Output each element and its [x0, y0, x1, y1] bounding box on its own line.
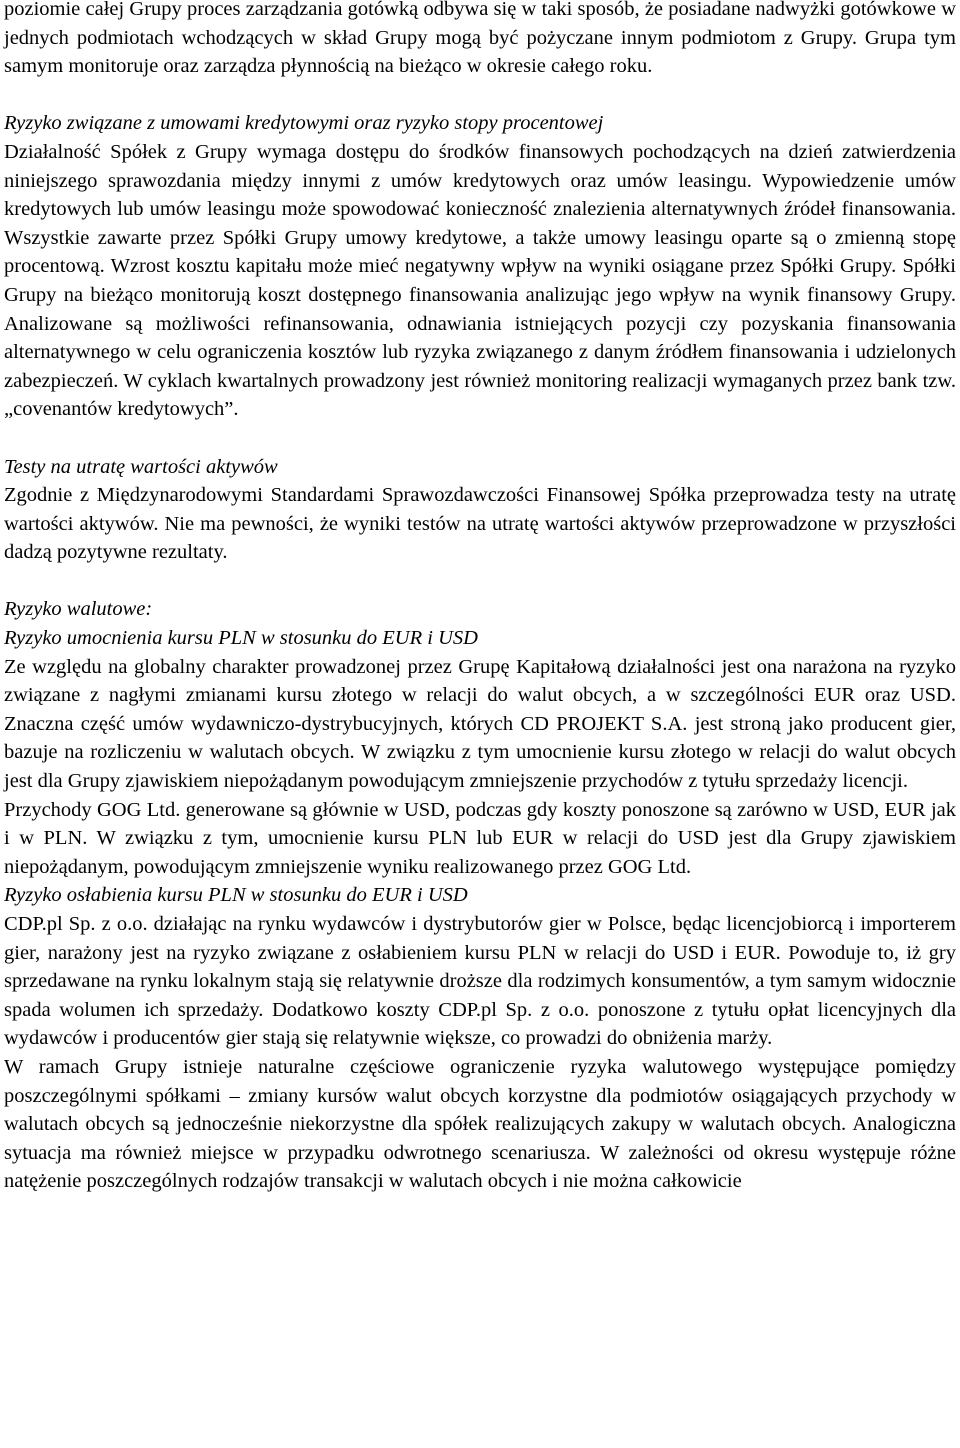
paragraph-spacer [4, 81, 956, 110]
heading-credit-risk: Ryzyko związane z umowami kredytowymi oraz ryzyko stopy procentowej [4, 112, 604, 135]
paragraph-pln-appreciation-1: Ze względu na globalny charakter prowadzonej przez Grupę Kapitałową działalności jest ona narażona na ryzyko związane z nagłymi zmianami kursu złotego w relacji do walut obcych, a w szczególności EUR oraz USD. Znaczna część umów wydawniczo-dystrybucyjnych, których CD PROJEKT S.A. jest stroną jako producent gier, bazuje na rozliczeniu w walutach obcych. W związku z tym umocnienie kursu złotego w relacji do walut obcych jest dla Grupy zjawiskiem niepożądanym powodującym zmniejszenie przychodów z tytułu sprzedaży licencji. [4, 655, 956, 793]
heading-currency-risk: Ryzyko walutowe: [4, 598, 153, 621]
paragraph-spacer [4, 567, 956, 596]
paragraph-pln-depreciation-2: W ramach Grupy istnieje naturalne częściowe ograniczenie ryzyka walutowego występujące pomiędzy poszczególnymi spółkami – zmiany kursów walut obcych korzystne dla podmiotów osiągających przychody w walutach obcych są jednocześnie niekorzystne dla spółek realizujących zakupy w walutach obcych. Analogiczna sytuacja ma również miejsce w przypadku odwrotnego scenariusza. W zależności od okresu występuje różne natężenie poszczególnych rodzajów transakcji w walutach obcych i nie można całkowicie [4, 1055, 956, 1193]
heading-impairment-tests: Testy na utratę wartości aktywów [4, 455, 278, 478]
paragraph-liquidity-continuation: poziomie całej Grupy proces zarządzania gotówką odbywa się w taki sposób, że posiadane nadwyżki gotówkowe w jednych podmiotach wchodzących w skład Grupy mogą być pożyczane innym podmiotom z Grupy. Grupa tym samym monitoruje oraz zarządza płynnością na bieżąco w okresie całego roku. [4, 0, 956, 78]
paragraph-pln-depreciation-1: CDP.pl Sp. z o.o. działając na rynku wydawców i dystrybutorów gier w Polsce, będąc licencjobiorcą i importerem gier, narażony jest na ryzyko związane z osłabieniem kursu PLN w relacji do USD i EUR. Powoduje to, iż gry sprzedawane na rynku lokalnym stają się relatywnie droższe dla rodzimych konsumentów, a tym samym widocznie spada wolumen ich sprzedaży. Dodatkowo koszty CDP.pl Sp. z o.o. ponoszone z tytułu opłat licencyjnych dla wydawców i producentów gier stają się relatywnie większe, co prowadzi do obniżenia marży. [4, 913, 956, 1050]
document-page [4, 0, 956, 1196]
heading-pln-appreciation: Ryzyko umocnienia kursu PLN w stosunku do EUR i USD [4, 627, 478, 650]
paragraph-spacer [4, 424, 956, 453]
paragraph-pln-appreciation-2: Przychody GOG Ltd. generowane są głównie w USD, podczas gdy koszty ponoszone są zarówno w USD, EUR jak i w PLN. W związku z tym, umocnienie kursu PLN lub EUR w relacji do USD jest dla Grupy zjawiskiem niepożądanym, powodującym zmniejszenie wyniku realizowanego przez GOG Ltd. [4, 798, 956, 878]
heading-pln-depreciation: Ryzyko osłabienia kursu PLN w stosunku do EUR i USD [4, 884, 468, 907]
paragraph-credit-risk: Działalność Spółek z Grupy wymaga dostępu do środków finansowych pochodzących na dzień zatwierdzenia niniejszego sprawozdania między innymi z umów kredytowych oraz umów leasingu. Wypowiedzenie umów kredytowych lub umów leasingu może spowodować konieczność znalezienia alternatywnych źródeł finansowania. Wszystkie zawarte przez Spółki Grupy umowy kredytowe, a także umowy leasingu oparte są o zmienną stopę procentową. Wzrost kosztu kapitału może mieć negatywny wpływ na wyniki osiągane przez Spółki Grupy. Spółki Grupy na bieżąco monitorują koszt dostępnego finansowania analizując jego wpływ na wynik finansowy Grupy. Analizowane są możliwości refinansowania, odnawiania istniejących pozycji czy pozyskania finansowania alternatywnego w celu ograniczenia kosztów lub ryzyka związanego z danym źródłem finansowania i udzielonych zabezpieczeń. W cyklach kwartalnych prowadzony jest również monitoring realizacji wymaganych przez bank tzw. „covenantów kredytowych”. [4, 140, 956, 421]
paragraph-impairment-tests: Zgodnie z Międzynarodowymi Standardami Sprawozdawczości Finansowej Spółka przeprowadza testy na utratę wartości aktywów. Nie ma pewności, że wyniki testów na utratę wartości aktywów przeprowadzone w przyszłości dadzą pozytywne rezultaty. [4, 484, 956, 564]
